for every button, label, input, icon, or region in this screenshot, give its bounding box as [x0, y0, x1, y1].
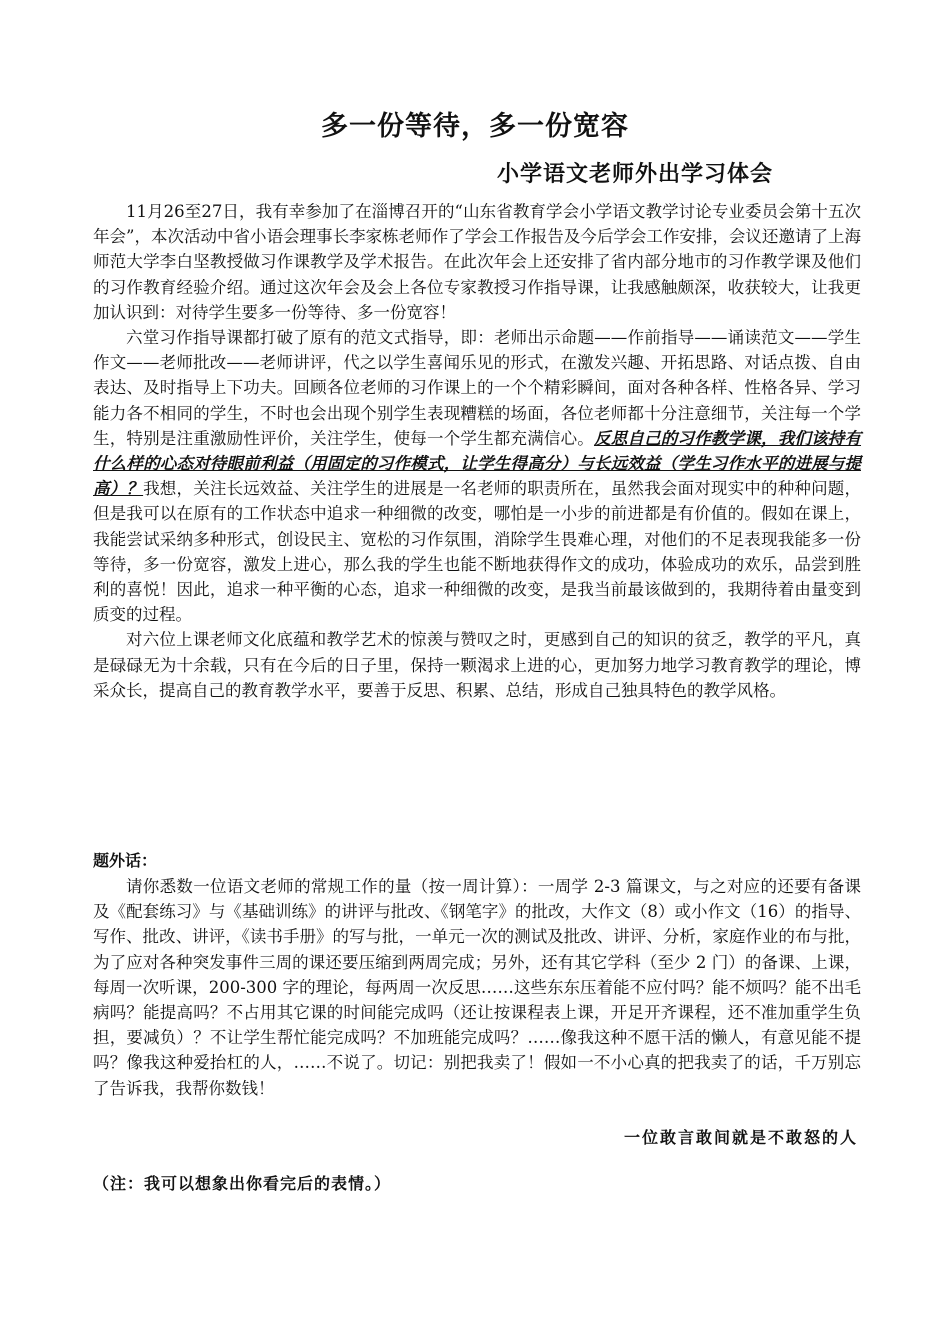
signature: 一位敢言敢间就是不敢怒的人 — [623, 1128, 858, 1147]
main-article — [93, 199, 861, 703]
paragraph-3: 对六位上课老师文化底蕴和教学艺术的惊羡与赞叹之时，更感到自己的知识的贫乏，教学的平凡，真是碌碌无为十余载，只有在今后的日子里，保持一颗渴求上进的心，更加努力地学习教育教学的理论，博采众长，提高自己的教育教学水平，要善于反思、积累、总结，形成自己独具特色的教学风格。 — [93, 630, 861, 700]
paragraph-2-end: 我想，关注长远效益、关注学生的进展是一名老师的职责所在，虽然我会面对现实中的种种问题，但是我可以在原有的工作状态中追求一种细微的改变，哪怕是一小步的前进都是有价值的。假如在课上，我能尝试采纳多种形式，创设民主、宽松的习作氛围，消除学生畏难心理，对他们的不足表现我能多一份等待，多一份宽容，激发上进心，那么我的学生也能不断地获得作文的成功，体验成功的欢乐，品尝到胜利的喜悦！因此，追求一种平衡的心态，追求一种细微的改变，是我当前最该做到的，我期待着由量变到质变的过程。 — [93, 479, 862, 625]
document-title: 多一份等待，多一份宽容 — [321, 111, 629, 142]
paragraph-2-start: 六堂习作指导课都打破了原有的范文式指导，即：老师出示命题——作前指导——诵读范文——学生作文——老师批改——老师讲评，代之以学生喜闻乐见的形式，在激发兴趣、开拓思路、对话点拨、自由表达、及时指导上下功夫。回顾各位老师的习作课上的一个个精彩瞬间，面对各种各样、性格各异、学习能力各不相同的学生，不时也会出现个别学生表现糟糕的场面，各位老师都十分注意细节，关注每一个学生，特别是注重激励性评价，关注学生，使每一个学生都充满信心。 — [93, 328, 861, 448]
aside-paragraph: 请你悉数一位语文老师的常规工作的量（按一周计算）：一周学 2-3 篇课文，与之对应的还要有备课及《配套练习》与《基础训练》的讲评与批改、《钢笔字》的批改，大作文（8）或小作文（16）的指导、写作、批改、讲评，《读书手册》的写与批，一单元一次的测试及批改、讲评、分析，家庭作业的布与批，为了应对各种突发事件三周的课还要压缩到两周完成；另外，还有其它学科（至少 2 门）的备课、上课，每周一次听课，200-300 字的理论，每两周一次反思……这些东东压着能不应付吗？能不烦吗？能不出毛病吗？能提高吗？不占用其它课的时间能完成吗（还让按课程表上课，开足开齐课程，还不准加重学生负担，要减负）？不让学生帮忙能完成吗？不加班能完成吗？……像我这种不愿干活的懒人，有意见能不提吗？像我这种爱抬杠的人，……不说了。切记：别把我卖了！假如一不小心真的把我卖了的话，千万别忘了告诉我，我帮你数钱！ — [93, 877, 861, 1098]
aside-heading: 题外话： — [93, 851, 158, 870]
paragraph-1: 11月26至27日，我有幸参加了在淄博召开的“山东省教育学会小学语文教学讨论专业委员会第十五次年会”，本次活动中省小语会理事长李家栋老师作了学会工作报告及今后学会工作安排，会议还邀请了上海师范大学李白坚教授做习作课教学及学术报告。在此次年会上还安排了省内部分地市的习作教学课及他们的习作教育经验介绍。通过这次年会及会上各位专家教授习作指导课，让我感触颇深，收获较大，让我更加认识到：对待学生要多一份等待、多一份宽容！ — [93, 202, 861, 322]
paragraph-2 — [93, 325, 861, 627]
closing-note: （注：我可以想象出你看完后的表情。） — [93, 1174, 392, 1193]
document-subtitle: 小学语文老师外出学习体会 — [497, 162, 774, 187]
emphasized-question: 反思自己的习作教学课，我们该持有什么样的心态对待眼前利益（用固定的习作模式，让学生得高分）与长远效益（学生习作水平的进展与提高）？ — [93, 428, 862, 499]
aside-section — [93, 874, 861, 1101]
